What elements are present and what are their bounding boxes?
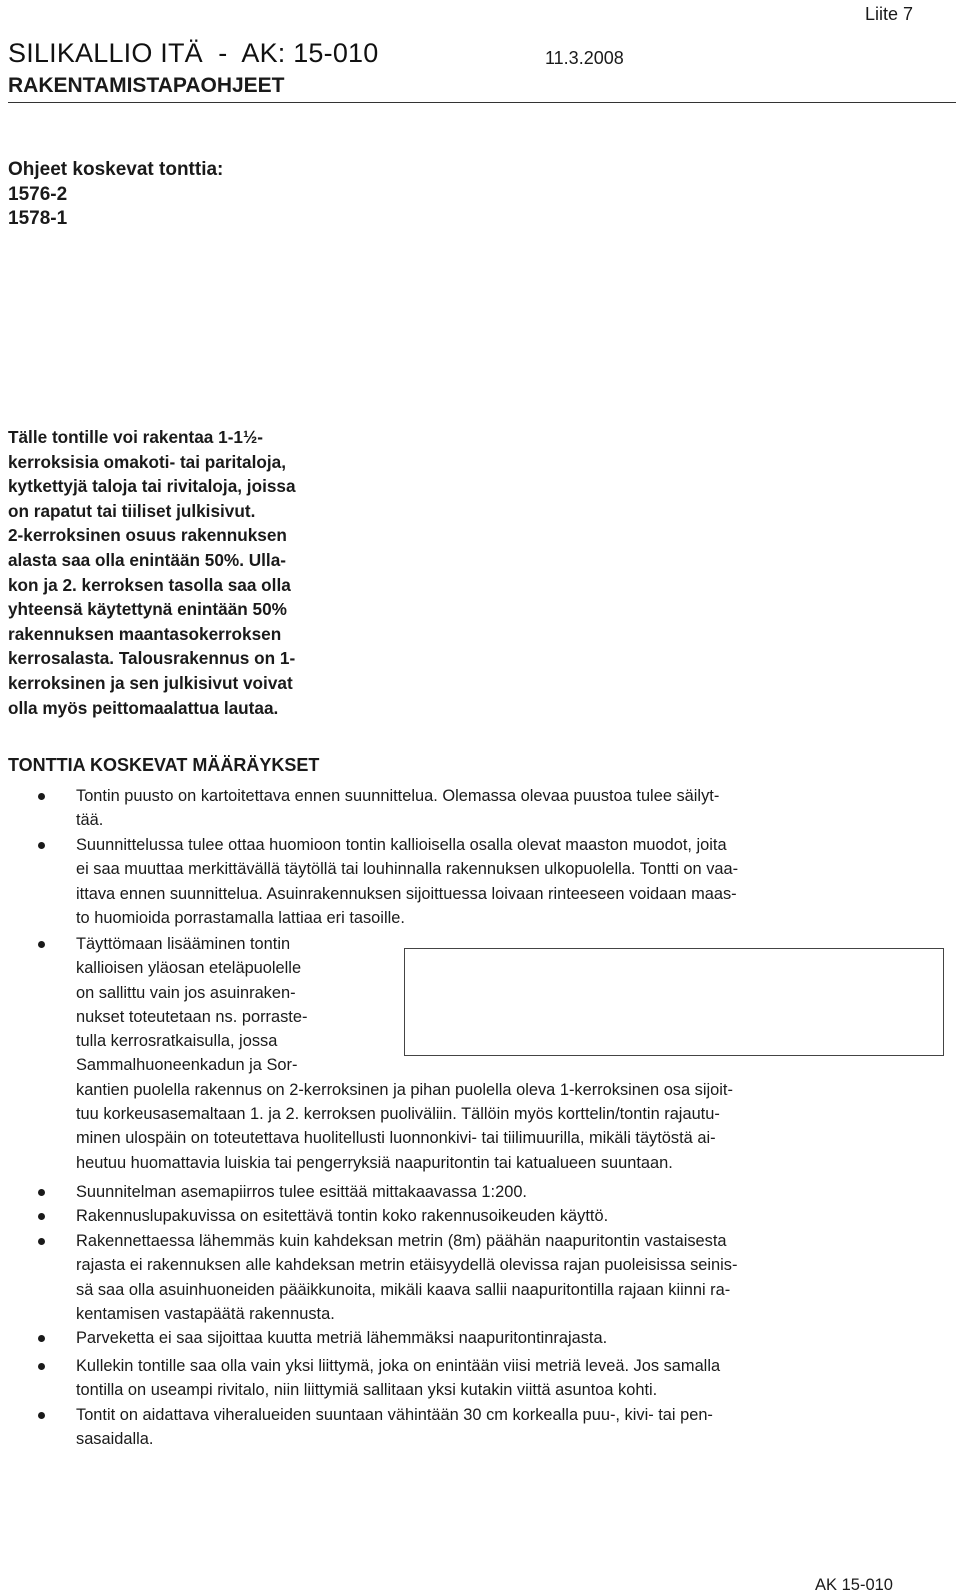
bullet-icon [38,1412,45,1419]
document-date: 11.3.2008 [545,48,624,68]
regulation-line: nukset toteutetaan ns. porraste- [76,1007,308,1026]
bullet-icon [38,1238,45,1245]
regulation-line: tää. [76,811,104,830]
regulation-line: minen ulospäin on toteutettava huolitellusti luonnonkivi- tai tiilimuurilla, mikäli täytöstä ai- [76,1129,716,1148]
regulation-item [76,1354,720,1403]
regulation-line: sasaidalla. [76,1430,154,1449]
regulation-line: rajasta ei rakennuksen alle kahdeksan metrin etäisyydellä olevissa rajan puoleisissa seinis- [76,1256,738,1275]
regulation-item [76,1403,713,1452]
plot-number: 1578-1 [8,208,68,229]
bullet-icon [38,1213,45,1220]
intro-line: kytkettyjä taloja tai rivitaloja, joissa [8,476,296,497]
regulation-item [76,833,738,930]
plot-list-heading: Ohjeet koskevat tonttia: [8,159,224,180]
regulation-line: Suunnitelman asemapiirros tulee esittää mittakaavassa 1:200. [76,1183,527,1201]
document-subtitle: RAKENTAMISTAPAOHJEET [8,74,285,97]
intro-line: Tälle tontille voi rakentaa 1-1½- [8,427,264,447]
intro-line: kerrosalasta. Talousrakennus on 1- [8,648,296,669]
regulation-line: tontilla on useampi rivitalo, niin liittymiä sallitaan yksi kutakin viittä asuntoa kohti. [76,1381,658,1400]
bullet-icon [38,1363,45,1370]
regulation-line: Tontin puusto on kartoitettava ennen suunnittelua. Olemassa olevaa puustoa tulee säilyt- [76,787,720,805]
regulation-line: kentamisen vastapäätä rakennusta. [76,1304,335,1323]
intro-line: olla myös peittomaalattua lautaa. [8,697,279,718]
bullet-icon [38,941,45,948]
regulation-line: Tontit on aidattava viheralueiden suuntaan vähintään 30 cm korkealla puu-, kivi- tai pen- [76,1406,713,1424]
regulation-line: heutuu huomattavia luiskia tai pengerryksiä naapuritontin tai katualueen suuntaan. [76,1153,673,1172]
regulation-line: Rakennettaessa lähemmäs kuin kahdeksan metrin (8m) päähän naapuritontin vastaisesta [76,1232,727,1250]
intro-line: on rapatut tai tiiliset julkisivut. [8,500,256,521]
footer-code: AK 15-010 [815,1576,893,1594]
bullet-icon [38,842,45,849]
regulation-line: tuu korkeusasemaltaan 1. ja 2. kerroksen puoliväliin. Tällöin myös korttelin/tontin rajautu- [76,1105,720,1124]
regulation-item [76,1229,737,1326]
header-divider [8,102,956,103]
regulation-item [76,784,719,833]
intro-line: kerroksinen ja sen julkisivut voivat [8,672,293,693]
regulation-line: Kullekin tontille saa olla vain yksi liittymä, joka on enintään viisi metriä leveä. Jos samalla [76,1357,721,1375]
regulation-line: on sallittu vain jos asuinraken- [76,983,296,1002]
regulation-line: kallioisen yläosan eteläpuolelle [76,959,302,978]
plot-number: 1576-2 [8,183,68,205]
document-title: SILIKALLIO ITÄ - AK: 15-010 [8,38,379,68]
regulation-item [76,1326,607,1350]
intro-paragraph [8,425,403,720]
regulation-line: tulla kerrosratkaisulla, jossa [76,1032,278,1051]
regulation-line: Suunnittelussa tulee ottaa huomioon tontin kallioisella osalla olevat maaston muodot, joita [76,836,727,854]
intro-line: alasta saa olla enintään 50%. Ulla- [8,549,286,570]
bullet-icon [38,1335,45,1342]
regulation-line: Parveketta ei saa sijoittaa kuutta metriä lähemmäksi naapuritontinrajasta. [76,1329,608,1347]
intro-line: kon ja 2. kerroksen tasolla saa olla [8,574,291,595]
regulation-item [76,1180,527,1204]
regulation-line: to huomioida porrastamalla lattiaa eri tasoille. [76,908,405,927]
regulation-line: ittava ennen suunnittelua. Asuinrakennuksen sijoittuessa loivaan rinteeseen voidaan maas- [76,884,737,903]
intro-line: kerroksisia omakoti- tai paritaloja, [8,451,286,472]
appendix-label: Liite 7 [865,4,914,24]
regulation-line: sä saa olla asuinhuoneiden pääikkunoita, mikäli kaava sallii naapuritontilla rajaan kiinni ra- [76,1280,731,1299]
plot-list [8,158,223,232]
regulation-item [76,1204,608,1228]
image-frame [404,948,944,1056]
intro-line: 2-kerroksinen osuus rakennuksen [8,525,287,546]
intro-line: yhteensä käytettynä enintään 50% [8,599,287,620]
regulation-line: Sammalhuoneenkadun ja Sor- [76,1056,298,1075]
regulation-line: Rakennuslupakuvissa on esitettävä tontin koko rakennusoikeuden käyttö. [76,1207,609,1225]
regulation-line: Täyttömaan lisääminen tontin [76,935,291,953]
regulations-heading: TONTTIA KOSKEVAT MÄÄRÄYKSET [8,755,320,775]
bullet-icon [38,793,45,800]
intro-line: rakennuksen maantasokerroksen [8,623,282,644]
bullet-icon [38,1189,45,1196]
regulation-line: ei saa muuttaa merkittävällä täytöllä tai louhinnalla rakennuksen ulkopuolella. Tontti on vaa- [76,860,739,879]
regulation-line: kantien puolella rakennus on 2-kerroksinen ja pihan puolella oleva 1-kerroksinen osa sijoit- [76,1080,733,1099]
